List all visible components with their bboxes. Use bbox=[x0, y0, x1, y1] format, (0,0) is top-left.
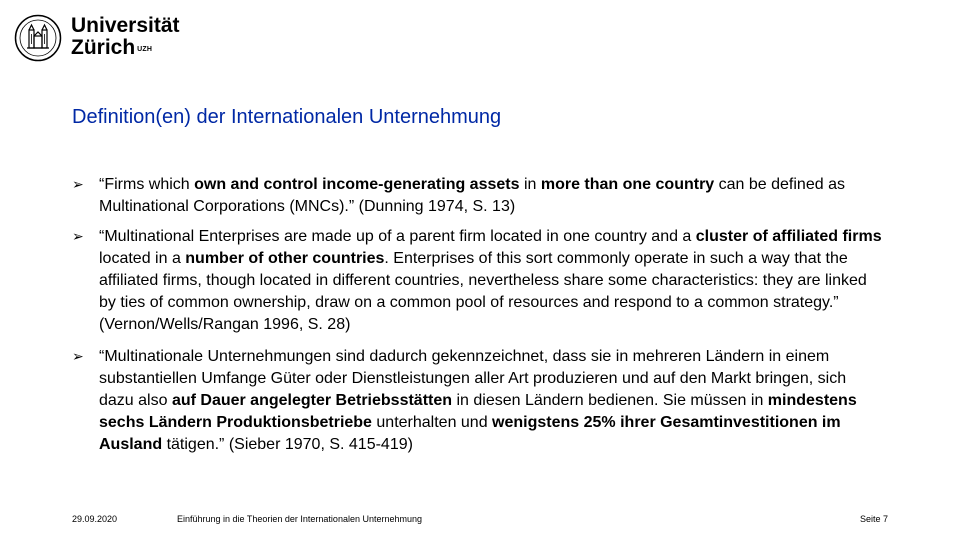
arrow-bullet-icon: ➢ bbox=[72, 177, 84, 193]
text-run: . Enterprises of this sort commonly operate in such a way that the affiliated firms, though located in different countries, nevertheless share some characteristics: they are linked by ties of common ownership, draw on a common pool of resources and respond to a common strategy.” (Vernon/Wells/Rangan 1996, S. 28) bbox=[99, 250, 867, 333]
university-logo bbox=[14, 12, 180, 64]
bold-phrase: number of other countries bbox=[185, 250, 385, 267]
text-run: located in a bbox=[99, 250, 186, 267]
footer-page-number: Seite 7 bbox=[859, 514, 888, 524]
bullet-list bbox=[72, 174, 884, 464]
logo-university: Universität bbox=[71, 14, 180, 37]
text-run: tätigen.” (Sieber 1970, S. 415-419) bbox=[162, 436, 413, 453]
text-run: in bbox=[519, 176, 541, 193]
text-run: “Multinationale Unternehmungen sind dadurch gekennzeichnet, dass sie in mehreren Ländern in einem substantiellen Umfange Güter oder Dienstleistungen aller Art produzieren und auf den Markt bringen, sich dazu also bbox=[99, 348, 847, 409]
bullet-item bbox=[72, 346, 884, 456]
bold-phrase: own and control income-generating assets bbox=[194, 176, 520, 193]
footer-course-title: Einführung in die Theorien der Internationalen Unternehmung bbox=[177, 514, 422, 524]
bullet-text bbox=[99, 174, 884, 218]
footer-date: 29.09.2020 bbox=[72, 514, 118, 524]
arrow-bullet-icon: ➢ bbox=[72, 349, 84, 365]
bullet-text bbox=[99, 346, 884, 456]
bold-phrase: mindestens sechs Ländern Produktionsbetriebe bbox=[99, 392, 857, 431]
bold-phrase: wenigstens 25% ihrer Gesamtinvestitionen im Ausland bbox=[99, 414, 841, 453]
arrow-bullet-icon: ➢ bbox=[72, 229, 84, 245]
bullet-text bbox=[99, 226, 884, 336]
bold-phrase: auf Dauer angelegter Betriebsstätten bbox=[171, 392, 453, 409]
slide-title: Definition(en) der Internationalen Unternehmung bbox=[72, 106, 502, 128]
text-run: can be defined as Multinational Corporations (MNCs).” (Dunning 1974, S. 13) bbox=[99, 176, 845, 215]
bullet-item bbox=[72, 174, 884, 218]
bullet-item bbox=[72, 226, 884, 336]
text-run: “Firms which bbox=[99, 176, 195, 193]
logo-zurich: Zürich bbox=[71, 36, 136, 59]
text-run: “Multinational Enterprises are made up of a parent firm located in one country and a bbox=[99, 228, 696, 245]
text-run: unterhalten und bbox=[371, 414, 493, 431]
bold-phrase: more than one country bbox=[540, 176, 715, 193]
bold-phrase: cluster of affiliated firms bbox=[695, 228, 882, 245]
logo-uzh-mark: UZH bbox=[137, 46, 153, 53]
text-run: in diesen Ländern bedienen. Sie müssen in bbox=[452, 392, 768, 409]
university-seal-icon bbox=[14, 14, 62, 62]
